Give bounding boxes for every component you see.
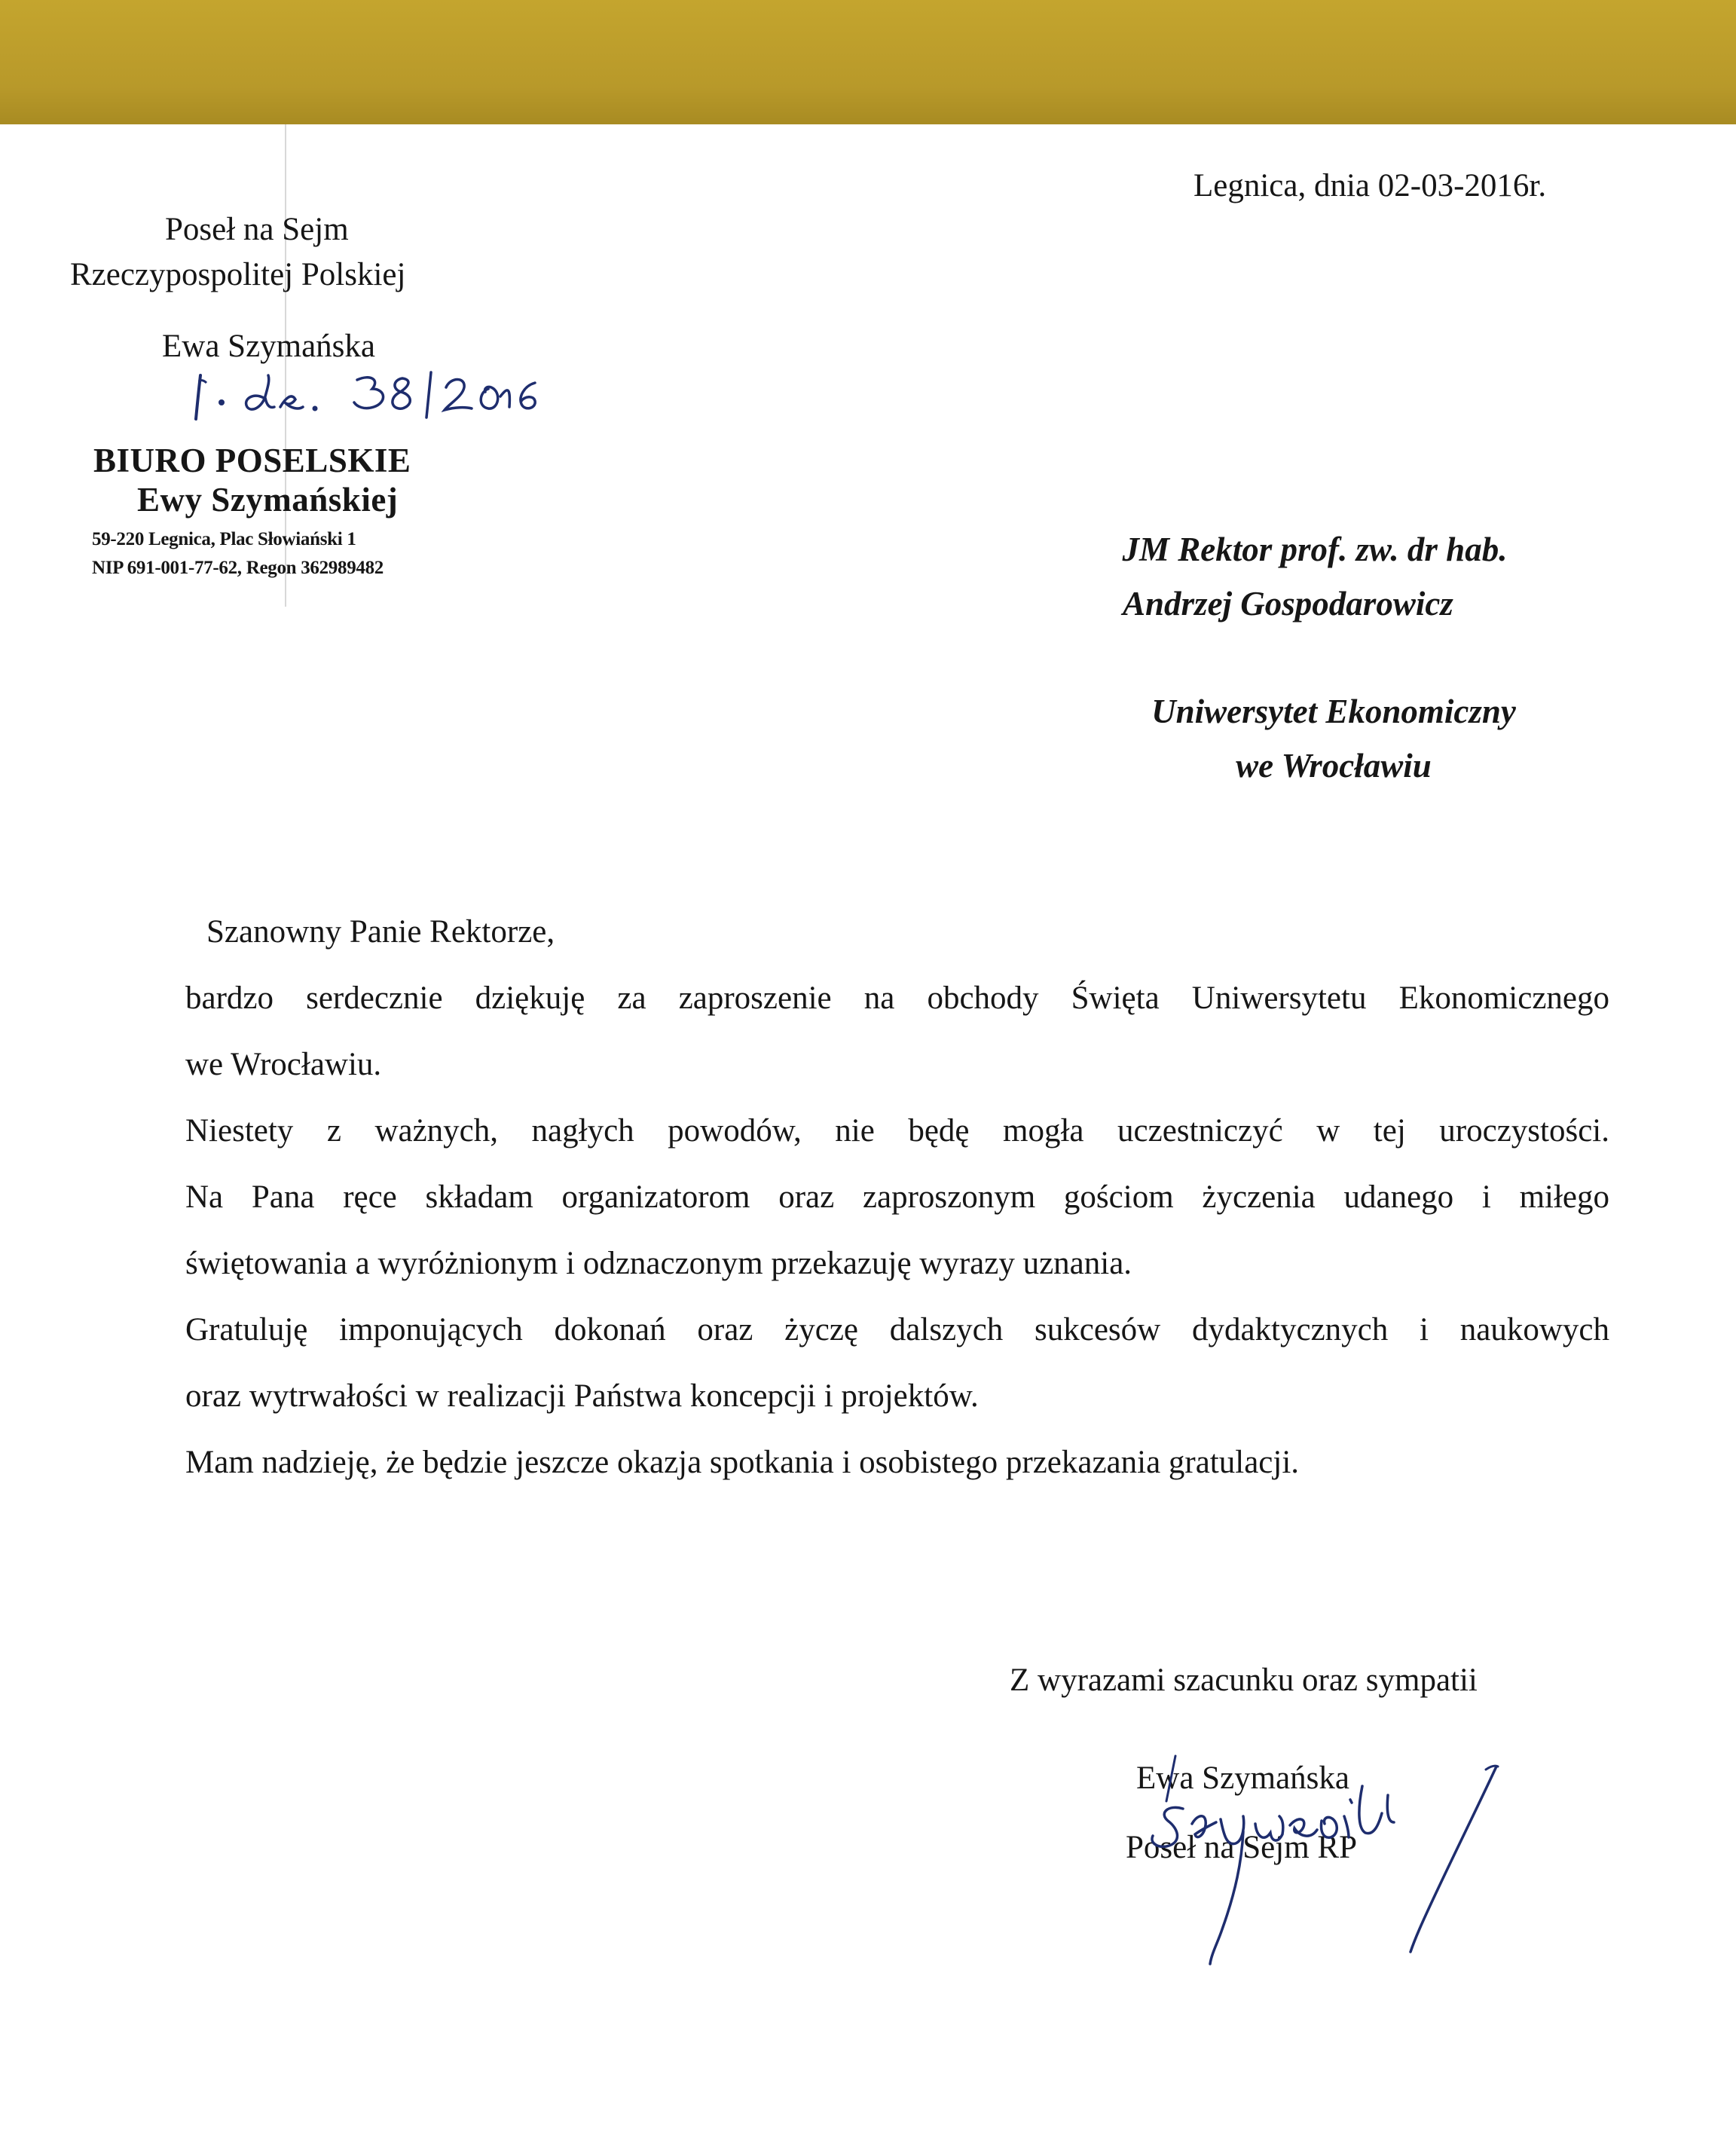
- letter-line-2: we Wrocławiu.: [185, 1047, 382, 1082]
- handwritten-signature: [1123, 1741, 1514, 1975]
- letter-line-4: Na Pana ręce składam organizatorom oraz zaproszonym gościom życzenia udanego i miłego: [185, 1179, 1609, 1215]
- recipient-line-1: JM Rektor prof. zw. dr hab.: [1122, 531, 1508, 568]
- stamp-name: Ewy Szymańskiej: [137, 481, 399, 518]
- letterhead-band: [0, 0, 1736, 124]
- recipient-line-4: we Wrocławiu: [1236, 747, 1432, 785]
- letter-line-6: Gratuluję imponujących dokonań oraz życzę dalszych sukcesów dydaktycznych i naukowych: [185, 1312, 1609, 1347]
- letter-line-5: świętowania a wyróżnionym i odznaczonym przekazuję wyrazy uznania.: [185, 1246, 1132, 1281]
- sender-line-2: Rzeczypospolitej Polskiej: [70, 257, 406, 292]
- letter-line-7: oraz wytrwałości w realizacji Państwa koncepcji i projektów.: [185, 1378, 979, 1414]
- sender-name: Ewa Szymańska: [162, 329, 376, 364]
- handwritten-reference: [190, 369, 544, 422]
- stamp-address: 59-220 Legnica, Plac Słowiański 1: [92, 529, 356, 549]
- sender-line-1: Poseł na Sejm: [165, 212, 349, 247]
- recipient-line-3: Uniwersytet Ekonomiczny: [1151, 693, 1516, 730]
- recipient-line-2: Andrzej Gospodarowicz: [1123, 585, 1453, 622]
- closing-name: Ewa Szymańska: [1136, 1760, 1350, 1796]
- letter-line-3: Niestety z ważnych, nagłych powodów, nie będę mogła uczestniczyć w tej uroczystości.: [185, 1113, 1609, 1149]
- signature-drawing: [1123, 1741, 1514, 1975]
- letter-line-8: Mam nadzieję, że będzie jeszcze okazja spotkania i osobistego przekazania gratulacji.: [185, 1445, 1300, 1480]
- letter-line-1: bardzo serdecznie dziękuję za zaproszenie na obchody Święta Uniwersytetu Ekonomicznego: [185, 980, 1609, 1016]
- closing-title: Poseł na Sejm RP: [1126, 1830, 1358, 1865]
- stamp-title: BIURO POSELSKIE: [93, 442, 411, 479]
- stamp-ids: NIP 691-001-77-62, Regon 362989482: [92, 558, 384, 578]
- salutation: Szanowny Panie Rektorze,: [206, 914, 555, 950]
- place-date: Legnica, dnia 02-03-2016r.: [1194, 168, 1547, 203]
- handwritten-reference-drawing: [190, 369, 544, 422]
- closing-regards: Z wyrazami szacunku oraz sympatii: [1010, 1663, 1478, 1698]
